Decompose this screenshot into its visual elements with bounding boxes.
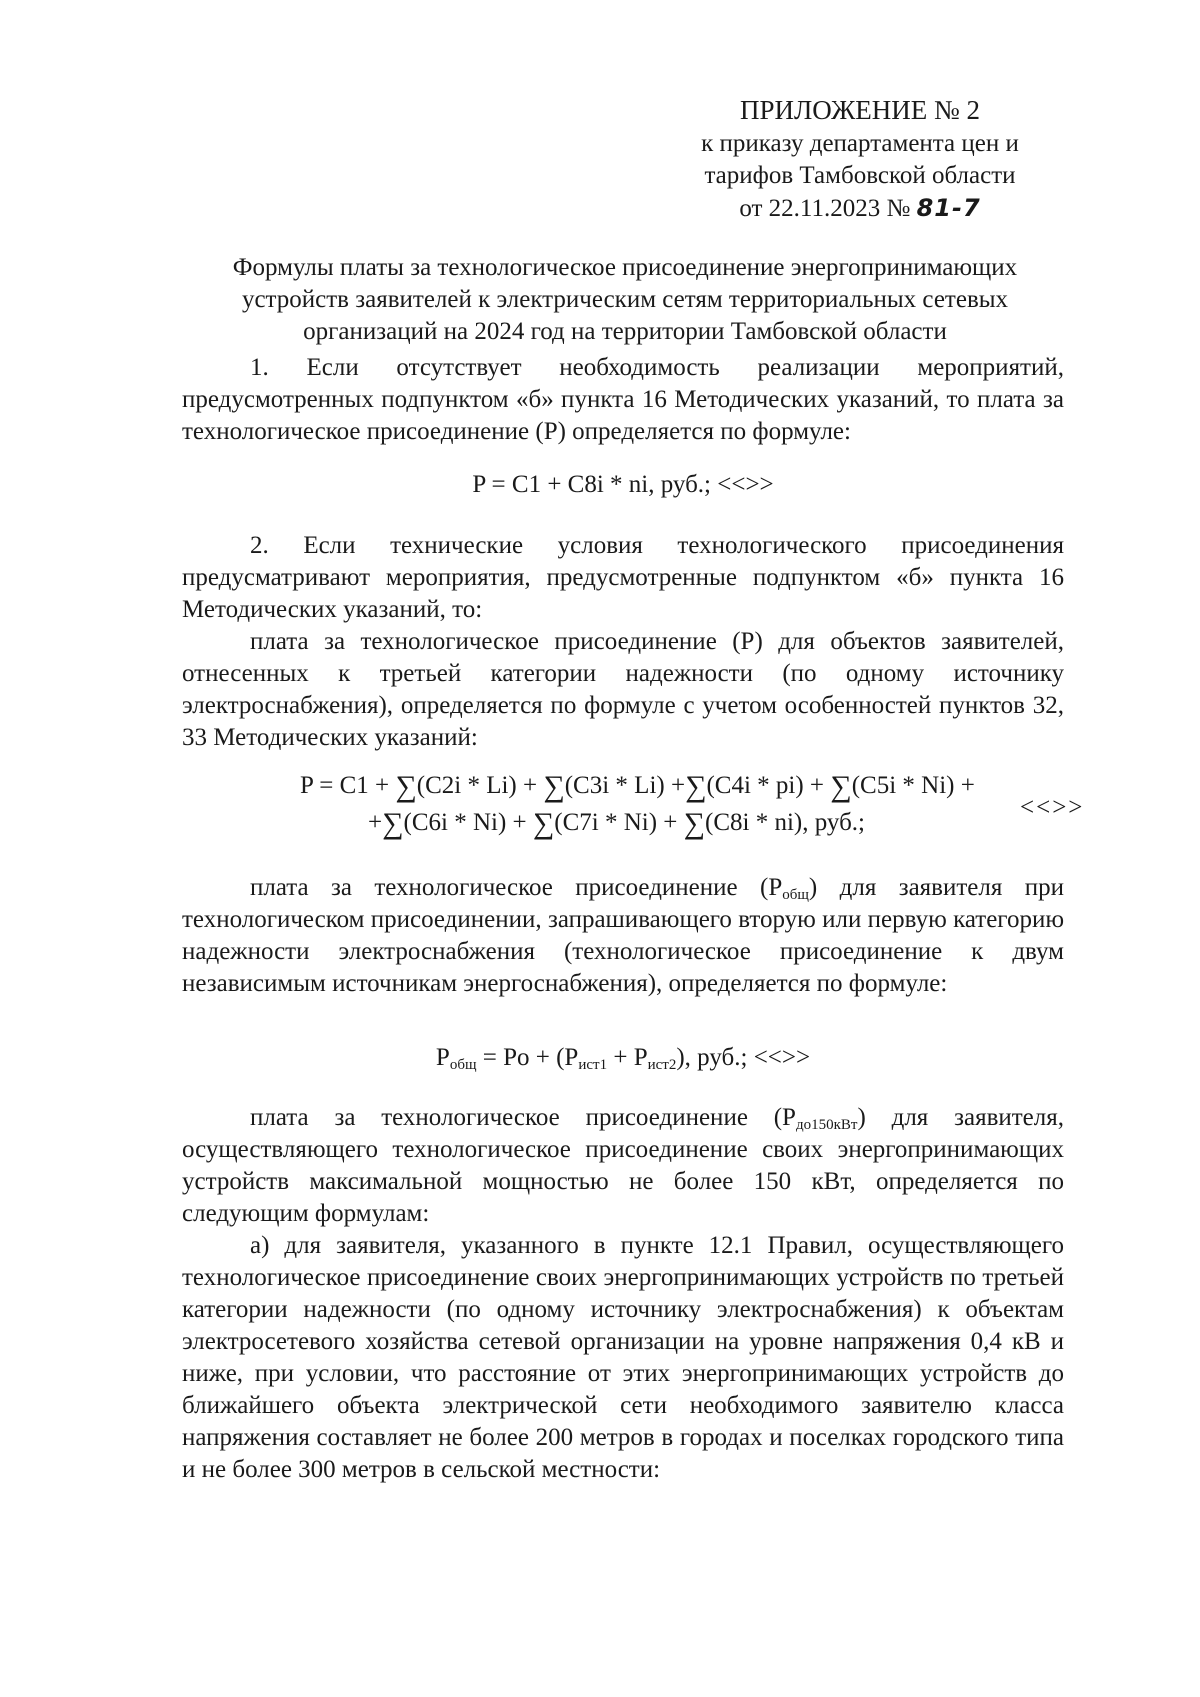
formula-3: $P_{общ} = Po + (P_{ист1} + P_{ист2})$, руб.; <<>> xyxy=(435,1044,811,1073)
formula-term: (C7i * Ni) + xyxy=(554,809,684,836)
section-2-text: 2. Если технические условия технологического присоединения предусматривают мероприятия, предусмотренные подпунктом «б» пункта 16 Методических указаний, то: xyxy=(182,532,1064,623)
formula-term: (C6i * Ni) + xyxy=(403,809,533,836)
section-1-text: 1. Если отсутствует необходимость реализации мероприятий, предусмотренных подпунктом «б» пункта 16 Методических указаний, то плата за технологическое присоединение (Р) определяется по формуле: xyxy=(182,354,1064,445)
formula-term: (C3i * Li) + xyxy=(564,772,686,799)
document-title xyxy=(185,252,1065,348)
order-reference-line2: тарифов Тамбовской области xyxy=(704,162,1016,189)
formula-2 xyxy=(300,770,1085,840)
formula-2-line2: +∑(C6i * Ni) + ∑(C7i * Ni) + ∑(C8i * ni), руб.; xyxy=(368,807,866,840)
formula-term: (C4i * pi) + xyxy=(706,772,831,799)
paragraph-third-category: плата за технологическое присоединение (Р) для объектов заявителей, отнесенных к третьей категории надежности (по одному источнику электроснабжения), определяется по формуле с учетом особенностей пунктов 32, 33 Методических указаний: xyxy=(182,628,1064,751)
order-date-line xyxy=(650,192,1070,225)
paragraph-item-a: а) для заявителя, указанного в пункте 12.1 Правил, осуществляющего технологическое присоединение своих энергопринимающих устройств по третьей категории надежности (по одному источнику электроснабжения) к объектам электросетевого хозяйства сетевой организации на уровне напряжения 0,4 кВ и ниже, при условии, что расстояние от этих энергопринимающих устройств до ближайшего объекта электрической сети необходимого заявителю класса напряжения составляет не более 200 метров в городах и поселках городского типа и не более 300 метров в сельской местности: xyxy=(182,1232,1064,1483)
formula-2-marker: <<>> xyxy=(1020,794,1085,821)
appendix-header xyxy=(650,92,1070,225)
section-2 xyxy=(182,530,1064,754)
formula-term: (C5i * Ni) + xyxy=(851,772,975,799)
formula-term: (C8i * ni), руб.; xyxy=(705,809,866,836)
order-reference-line1: к приказу департамента цен и xyxy=(701,130,1019,157)
appendix-number: ПРИЛОЖЕНИЕ № 2 xyxy=(739,95,981,125)
title-line2: устройств заявителей к электрическим сетям территориальных сетевых xyxy=(241,286,1009,313)
title-line3: организаций на 2024 год на территории Тамбовской области xyxy=(303,318,947,345)
formula-2-line1: P = C1 + ∑(C2i * Li) + ∑(C3i * Li) +∑(C4i * pi) + ∑(C5i * Ni) + xyxy=(300,770,975,803)
formula-1: P = C1 + C8i * ni, руб.; <<>> xyxy=(472,471,774,498)
handwritten-order-number: 81-7 xyxy=(916,194,981,222)
formula-term: (C2i * Li) + xyxy=(416,772,544,799)
paragraph-150kw: плата за технологическое присоединение $(Р_{до150кВт})$ для заявителя, осуществляющего технологическое присоединение своих энергопринимающих устройств максимальной мощностью не более 150 кВт, определяется по следующим формулам: а) для заявителя, указанного в пункте 12.1 Правил, осуществляющего технологическое присоединение своих энергопринимающих устройств по третьей категории надежности (по одному источнику электроснабжения) к объектам электросетевого хозяйства сетевой организации на уровне напряжения 0,4 кВ и ниже, при условии, что расстояние от этих энергопринимающих устройств до ближайшего объекта электрической сети необходимого заявителю класса напряжения составляет не более 200 метров в городах и поселках городского типа и не более 300 метров в сельской местности: xyxy=(182,1102,1064,1486)
paragraph-total: плата за технологическое присоединение $(Р_{общ})$ для заявителя при технологическом присоединении, запрашивающего вторую или первую категорию надежности электроснабжения (технологическое присоединение к двум независимым источникам энергоснабжения), определяется по формуле: xyxy=(182,874,1064,997)
section-1 xyxy=(182,352,1064,448)
order-date: от 22.11.2023 № xyxy=(739,195,911,222)
title-line1: Формулы платы за технологическое присоединение энергопринимающих xyxy=(232,254,1018,281)
